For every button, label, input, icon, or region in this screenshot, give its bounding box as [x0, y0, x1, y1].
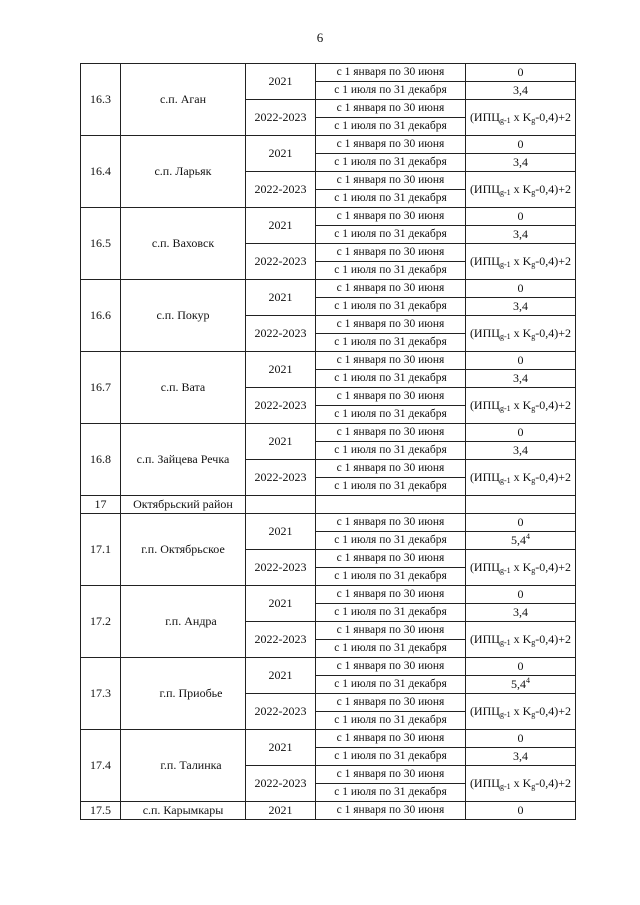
formula-part: g-1 [499, 782, 511, 791]
formula-part: x K [510, 632, 532, 646]
value-text: 5,4 [511, 677, 526, 691]
settlement-name: с.п. Вата [121, 352, 246, 424]
formula-part: (ИПЦ [469, 326, 500, 340]
value-text: 3,4 [513, 227, 528, 241]
value-cell [466, 442, 576, 460]
formula-cell [466, 388, 576, 424]
formula-part: -0,4)+2 [535, 326, 572, 340]
section-number: 17 [81, 496, 121, 514]
year-cell: 2021 [246, 208, 316, 244]
formula-part: g [531, 404, 536, 413]
year-cell: 2022-2023 [246, 100, 316, 136]
period-cell: с 1 июля по 31 декабря [316, 82, 466, 100]
settlement-name: с.п. Зайцева Речка [121, 424, 246, 496]
period-cell: с 1 января по 30 июня [316, 694, 466, 712]
table-row [81, 208, 576, 226]
value-cell: 0 [466, 352, 576, 370]
row-number: 17.5 [81, 802, 121, 820]
formula-part: -0,4)+2 [535, 254, 572, 268]
period-cell: с 1 июля по 31 декабря [316, 154, 466, 172]
period-cell: с 1 января по 30 июня [316, 136, 466, 154]
formula-part: x K [510, 776, 532, 790]
period-cell: с 1 июля по 31 декабря [316, 748, 466, 766]
section-row [81, 496, 576, 514]
period-cell: с 1 января по 30 июня [316, 730, 466, 748]
value-cell [466, 532, 576, 550]
table-row [81, 424, 576, 442]
formula-cell [466, 172, 576, 208]
year-cell: 2022-2023 [246, 316, 316, 352]
formula-part: g-1 [499, 188, 511, 197]
period-cell: с 1 июля по 31 декабря [316, 784, 466, 802]
value-cell: 0 [466, 280, 576, 298]
period-cell: с 1 января по 30 июня [316, 586, 466, 604]
formula-cell [466, 460, 576, 496]
year-cell: 2022-2023 [246, 388, 316, 424]
value-cell: 0 [466, 136, 576, 154]
settlement-name: с.п. Ларьяк [121, 136, 246, 208]
period-cell: с 1 января по 30 июня [316, 244, 466, 262]
row-number: 17.2 [81, 586, 121, 658]
year-cell: 2022-2023 [246, 244, 316, 280]
empty-cell [246, 496, 316, 514]
table-row [81, 280, 576, 298]
year-cell: 2021 [246, 658, 316, 694]
formula-part: g [531, 566, 536, 575]
formula-part: g-1 [499, 710, 511, 719]
formula-part: g [531, 188, 536, 197]
value-cell: 0 [466, 64, 576, 82]
formula-cell [466, 766, 576, 802]
period-cell: с 1 июля по 31 декабря [316, 442, 466, 460]
period-cell: с 1 января по 30 июня [316, 424, 466, 442]
table-row [81, 586, 576, 604]
period-cell: с 1 июля по 31 декабря [316, 532, 466, 550]
formula-part: g-1 [499, 476, 511, 485]
formula-part: g [531, 116, 536, 125]
year-cell: 2022-2023 [246, 766, 316, 802]
value-cell: 0 [466, 424, 576, 442]
formula-part: g-1 [499, 116, 511, 125]
value-cell [466, 298, 576, 316]
value-text: 3,4 [513, 83, 528, 97]
formula-part: -0,4)+2 [535, 398, 572, 412]
settlement-name: с.п. Карымкары [121, 802, 246, 820]
formula-part: x K [510, 326, 532, 340]
year-cell: 2021 [246, 586, 316, 622]
tariff-table [80, 63, 576, 820]
value-cell: 0 [466, 514, 576, 532]
formula-part: x K [510, 110, 532, 124]
value-text: 3,4 [513, 155, 528, 169]
formula-part: g [531, 332, 536, 341]
value-text: 3,4 [513, 371, 528, 385]
formula-part: (ИПЦ [469, 470, 500, 484]
period-cell: с 1 января по 30 июня [316, 172, 466, 190]
table-row [81, 730, 576, 748]
formula-part: -0,4)+2 [535, 776, 572, 790]
year-cell: 2021 [246, 64, 316, 100]
page-number: 6 [316, 30, 324, 45]
formula-part: -0,4)+2 [535, 110, 572, 124]
value-cell: 0 [466, 658, 576, 676]
period-cell: с 1 января по 30 июня [316, 514, 466, 532]
formula-part: -0,4)+2 [535, 182, 572, 196]
formula-cell [466, 100, 576, 136]
period-cell: с 1 июля по 31 декабря [316, 370, 466, 388]
period-cell: с 1 января по 30 июня [316, 802, 466, 820]
row-number: 16.3 [81, 64, 121, 136]
formula-part: (ИПЦ [469, 632, 500, 646]
period-cell: с 1 января по 30 июня [316, 622, 466, 640]
year-cell: 2022-2023 [246, 172, 316, 208]
formula-part: -0,4)+2 [535, 704, 572, 718]
formula-part: x K [510, 398, 532, 412]
year-cell: 2021 [246, 352, 316, 388]
period-cell: с 1 января по 30 июня [316, 388, 466, 406]
value-text: 3,4 [513, 605, 528, 619]
value-text: 5,4 [511, 533, 526, 547]
period-cell: с 1 июля по 31 декабря [316, 190, 466, 208]
formula-part: g-1 [499, 638, 511, 647]
footnote-marker: 4 [526, 676, 530, 685]
value-cell: 0 [466, 802, 576, 820]
settlement-name: с.п. Ваховск [121, 208, 246, 280]
period-cell: с 1 января по 30 июня [316, 460, 466, 478]
row-number: 17.4 [81, 730, 121, 802]
empty-cell [466, 496, 576, 514]
period-cell: с 1 июля по 31 декабря [316, 604, 466, 622]
value-cell [466, 748, 576, 766]
footnote-marker: 4 [526, 532, 530, 541]
formula-cell [466, 550, 576, 586]
formula-part: -0,4)+2 [535, 560, 572, 574]
year-cell: 2021 [246, 730, 316, 766]
value-cell [466, 370, 576, 388]
period-cell: с 1 июля по 31 декабря [316, 568, 466, 586]
formula-part: g [531, 476, 536, 485]
table-row [81, 802, 576, 820]
formula-cell [466, 622, 576, 658]
settlement-name: с.п. Покур [121, 280, 246, 352]
formula-part: g-1 [499, 566, 511, 575]
period-cell: с 1 января по 30 июня [316, 766, 466, 784]
value-cell [466, 226, 576, 244]
settlement-name: г.п. Октябрьское [121, 514, 246, 586]
formula-part: (ИПЦ [469, 776, 500, 790]
formula-part: g [531, 638, 536, 647]
table-row [81, 352, 576, 370]
formula-part: -0,4)+2 [535, 470, 572, 484]
value-text: 3,4 [513, 749, 528, 763]
period-cell: с 1 июля по 31 декабря [316, 298, 466, 316]
formula-part: (ИПЦ [469, 110, 500, 124]
formula-part: g-1 [499, 260, 511, 269]
row-number: 17.1 [81, 514, 121, 586]
formula-part: (ИПЦ [469, 560, 500, 574]
formula-part: (ИПЦ [469, 254, 500, 268]
formula-part: g-1 [499, 332, 511, 341]
year-cell: 2021 [246, 802, 316, 820]
period-cell: с 1 января по 30 июня [316, 550, 466, 568]
formula-part: g [531, 710, 536, 719]
value-cell [466, 604, 576, 622]
row-number: 16.5 [81, 208, 121, 280]
formula-part: x K [510, 182, 532, 196]
formula-part: x K [510, 470, 532, 484]
value-cell [466, 154, 576, 172]
row-number: 16.4 [81, 136, 121, 208]
period-cell: с 1 января по 30 июня [316, 208, 466, 226]
period-cell: с 1 января по 30 июня [316, 64, 466, 82]
formula-part: x K [510, 560, 532, 574]
period-cell: с 1 июля по 31 декабря [316, 712, 466, 730]
formula-cell [466, 244, 576, 280]
period-cell: с 1 июля по 31 декабря [316, 640, 466, 658]
year-cell: 2021 [246, 514, 316, 550]
formula-part: (ИПЦ [469, 398, 500, 412]
table-row [81, 136, 576, 154]
value-text: 3,4 [513, 299, 528, 313]
settlement-name: с.п. Аган [121, 64, 246, 136]
row-number: 16.6 [81, 280, 121, 352]
year-cell: 2022-2023 [246, 460, 316, 496]
year-cell: 2022-2023 [246, 550, 316, 586]
settlement-name: г.п. Талинка [121, 730, 246, 802]
formula-part: -0,4)+2 [535, 632, 572, 646]
settlement-name: г.п. Приобье [121, 658, 246, 730]
section-name: Октябрьский район [121, 496, 246, 514]
table-row [81, 64, 576, 82]
value-cell [466, 82, 576, 100]
formula-part: x K [510, 254, 532, 268]
period-cell: с 1 июля по 31 декабря [316, 334, 466, 352]
formula-cell [466, 316, 576, 352]
year-cell: 2021 [246, 280, 316, 316]
period-cell: с 1 июля по 31 декабря [316, 226, 466, 244]
value-cell: 0 [466, 730, 576, 748]
row-number: 16.8 [81, 424, 121, 496]
period-cell: с 1 июля по 31 декабря [316, 478, 466, 496]
value-text: 3,4 [513, 443, 528, 457]
period-cell: с 1 января по 30 июня [316, 352, 466, 370]
year-cell: 2022-2023 [246, 694, 316, 730]
formula-part: (ИПЦ [469, 704, 500, 718]
period-cell: с 1 июля по 31 декабря [316, 262, 466, 280]
formula-part: (ИПЦ [469, 182, 500, 196]
period-cell: с 1 января по 30 июня [316, 100, 466, 118]
formula-cell [466, 694, 576, 730]
period-cell: с 1 января по 30 июня [316, 658, 466, 676]
formula-part: g [531, 260, 536, 269]
table-body [81, 64, 576, 820]
table-row [81, 514, 576, 532]
period-cell: с 1 января по 30 июня [316, 280, 466, 298]
value-cell: 0 [466, 208, 576, 226]
year-cell: 2021 [246, 136, 316, 172]
row-number: 17.3 [81, 658, 121, 730]
table-row [81, 658, 576, 676]
formula-part: g-1 [499, 404, 511, 413]
value-cell [466, 676, 576, 694]
period-cell: с 1 июля по 31 декабря [316, 676, 466, 694]
period-cell: с 1 июля по 31 декабря [316, 118, 466, 136]
value-cell: 0 [466, 586, 576, 604]
formula-part: x K [510, 704, 532, 718]
year-cell: 2021 [246, 424, 316, 460]
settlement-name: г.п. Андра [121, 586, 246, 658]
formula-part: g [531, 782, 536, 791]
row-number: 16.7 [81, 352, 121, 424]
period-cell: с 1 июля по 31 декабря [316, 406, 466, 424]
period-cell: с 1 января по 30 июня [316, 316, 466, 334]
empty-cell [316, 496, 466, 514]
year-cell: 2022-2023 [246, 622, 316, 658]
